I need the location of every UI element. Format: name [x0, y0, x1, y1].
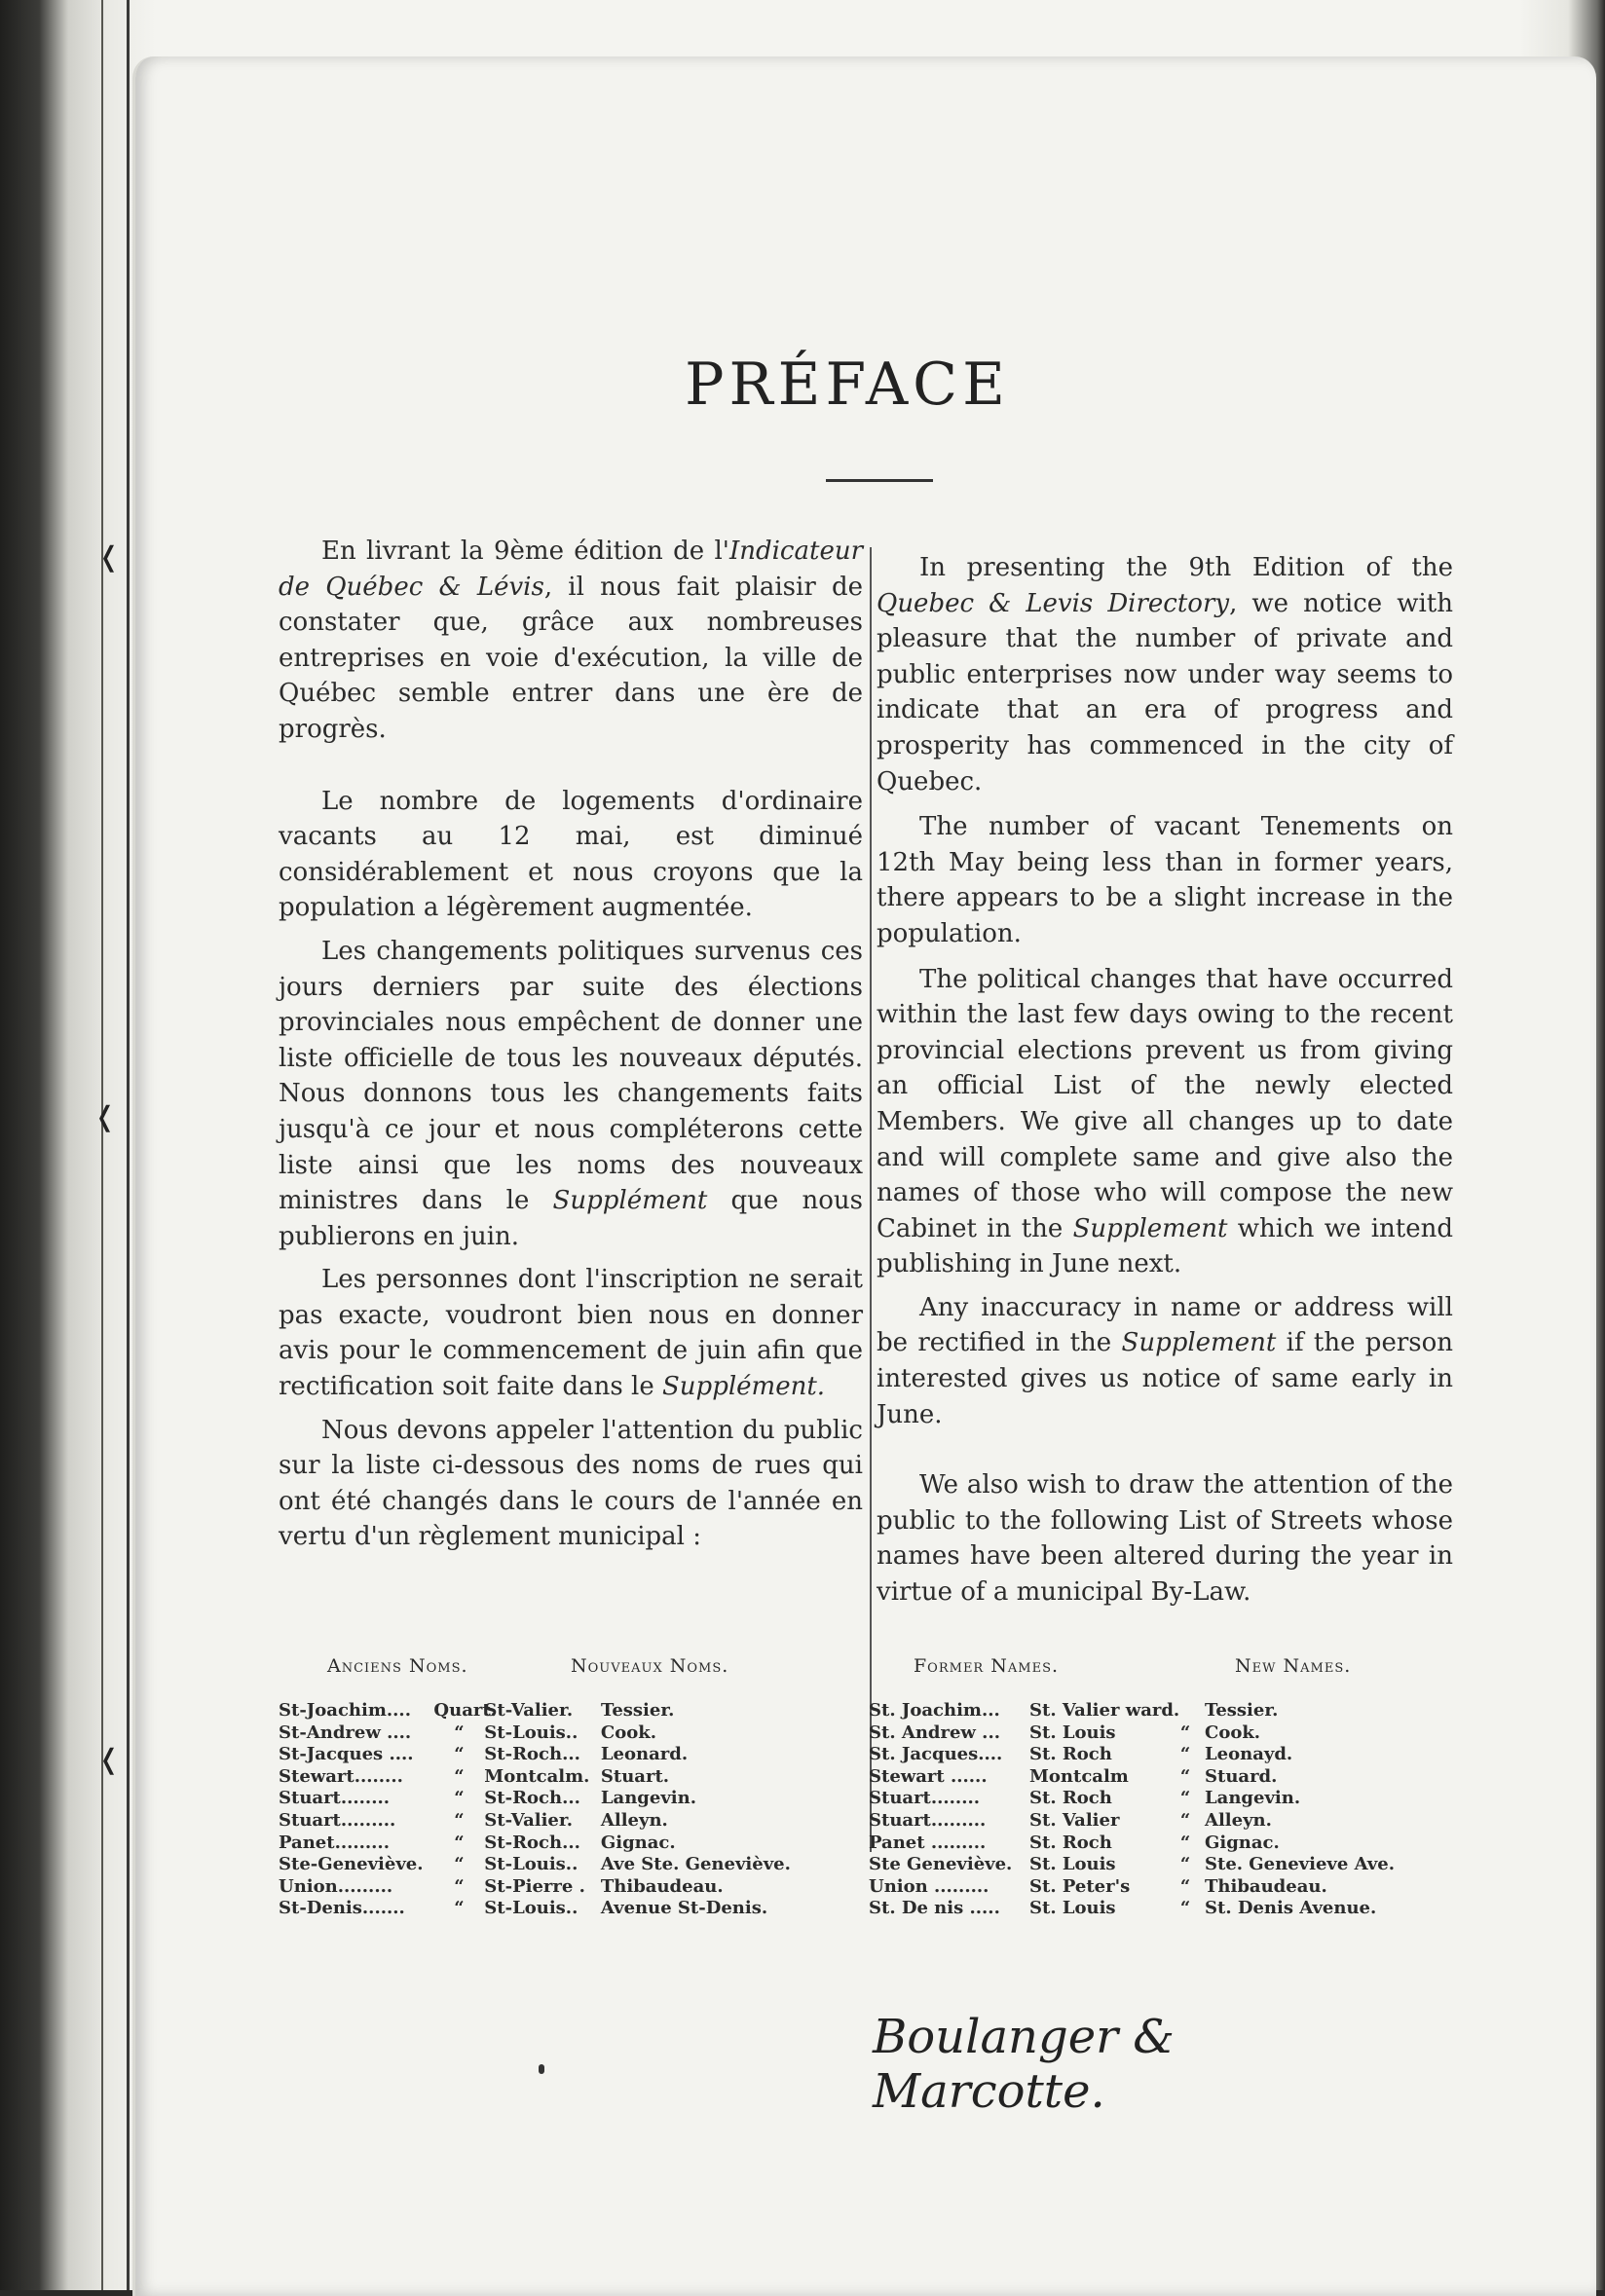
english-paragraph-3: The political changes that have occurred within the last few days owing to the recent provincial elections prevent us from giving an official List of the newly elected Members. We give all changes up to date and will complete same and give also the names of those who will compose the new Cabinet in the Supplement which we intend publishing in June next. [877, 964, 1453, 1279]
french-paragraph-2: Le nombre de logements d'ordinaire vacants au 12 mai, est diminué considérablement et nous croyons que la population a légèrement augmentée. [279, 786, 863, 923]
street-cell-old: St. Jacques.... [869, 1744, 1003, 1765]
street-cell-new-ward: St-Valier. [484, 1700, 574, 1721]
ink-speck [539, 2064, 544, 2074]
table-row [279, 1744, 863, 1766]
street-cell-new-name: Langevin. [1205, 1788, 1301, 1809]
street-cell-ditto: “ [1179, 1832, 1191, 1853]
street-cell-ward: St. Louis [1029, 1722, 1116, 1743]
street-cell-old: Ste Geneviève. [869, 1854, 1013, 1875]
table-row [279, 1722, 863, 1745]
header-old-names: Anciens Noms. [327, 1655, 468, 1677]
street-cell-old: Stuart......... [279, 1809, 396, 1831]
table-row [279, 1766, 863, 1789]
street-cell-old: Union ......... [869, 1875, 989, 1897]
street-cell-ward: “ [454, 1809, 465, 1831]
street-cell-old: Union......... [279, 1875, 393, 1897]
english-paragraph-4: Any inaccuracy in name or address will be rectified in the Supplement if the person interested gives us notice of same early in June. [877, 1292, 1454, 1429]
street-cell-ditto: “ [1179, 1854, 1191, 1875]
english-paragraph-1: In presenting the 9th Edition of the Quebec & Levis Directory, we notice with pleasure that the number of private and public enterprises now under way seems to indicate that an era of progress and prosperity has commenced in the city of Quebec. [877, 553, 1453, 796]
street-cell-ditto: “ [1179, 1765, 1191, 1787]
street-cell-new-name: Alleyn. [600, 1809, 668, 1831]
table-row [279, 1810, 863, 1833]
binding-edge [127, 0, 130, 2290]
page-title: PRÉFACE [685, 351, 1010, 419]
street-cell-ward: St. Valier [1029, 1809, 1120, 1831]
english-paragraph-2: The number of vacant Tenements on 12th May being less than in former years, there appears to be a slight increase in the population. [877, 812, 1453, 948]
street-cell-old: Ste-Geneviève. [279, 1854, 424, 1875]
table-row [279, 1788, 863, 1810]
title-rule [826, 479, 933, 482]
street-cell-old: St-Jacques .... [279, 1744, 414, 1765]
french-street-table [279, 1655, 863, 1920]
french-paragraph-4: Les personnes dont l'inscription ne serait pas exacte, voudront bien nous en donner avis pour le commencement de juin afin que rectification soit faite dans le Supplément. [279, 1265, 863, 1402]
street-cell-ditto: “ [1179, 1809, 1191, 1831]
street-cell-ward: “ [454, 1788, 465, 1809]
street-cell-new-name: Alleyn. [1205, 1809, 1272, 1831]
street-cell-new-name: Cook. [600, 1722, 656, 1743]
street-cell-ward: “ [454, 1898, 465, 1919]
street-cell-new-name: Thibaudeau. [600, 1875, 724, 1897]
table-row [869, 1833, 1463, 1855]
table-row [869, 1744, 1463, 1766]
street-cell-ditto: “ [1179, 1875, 1191, 1897]
street-cell-ward: “ [454, 1722, 465, 1743]
street-cell-ward: St. Roch [1029, 1832, 1112, 1853]
header-new-names: Nouveaux Noms. [571, 1655, 729, 1677]
table-row [869, 1722, 1463, 1745]
street-cell-ditto [1166, 1700, 1205, 1722]
street-cell-old: Stuart........ [869, 1788, 980, 1809]
street-cell-new-name: Tessier. [600, 1700, 675, 1721]
table-row [869, 1898, 1463, 1920]
street-cell-ditto: “ [1179, 1744, 1191, 1765]
street-cell-new-name: Leonard. [600, 1744, 689, 1765]
table-row [279, 1700, 863, 1722]
street-cell-ditto: “ [1179, 1788, 1191, 1809]
street-cell-ward: “ [454, 1765, 465, 1787]
street-cell-new-ward: St-Louis.. [484, 1898, 579, 1919]
street-cell-new-ward: St-Roch... [484, 1832, 580, 1853]
street-cell-new-name: Stuard. [1205, 1765, 1278, 1787]
binding-edge [101, 0, 103, 2290]
street-cell-new-name: Tessier. [1205, 1700, 1279, 1721]
table-row [869, 1788, 1463, 1810]
street-cell-ward: St. Peter's [1029, 1875, 1131, 1897]
binding-stitch-mark: ❬ [97, 1743, 121, 1775]
table-row [869, 1876, 1463, 1899]
french-street-table-header [279, 1655, 863, 1677]
street-cell-ward: “ [454, 1854, 465, 1875]
table-row [279, 1833, 863, 1855]
street-cell-ward: St. Roch [1029, 1788, 1112, 1809]
street-cell-ditto: “ [1179, 1898, 1191, 1919]
street-cell-ward: “ [454, 1744, 465, 1765]
street-cell-new-name: Ave Ste. Geneviève. [600, 1854, 791, 1875]
street-cell-ward: Quart. [433, 1700, 497, 1721]
street-cell-new-ward: St-Pierre . [484, 1875, 585, 1897]
street-cell-new-name: Thibaudeau. [1205, 1875, 1327, 1897]
street-cell-old: Panet ......... [869, 1832, 987, 1853]
table-row [279, 1898, 863, 1920]
english-paragraph-5: We also wish to draw the attention of the public to the following List of Streets whose names have been altered during the year in virtue of a municipal By-Law. [877, 1470, 1453, 1608]
french-paragraph-5: Nous devons appeler l'attention du public sur la liste ci-dessous des noms de rues qui ont été changés dans le cours de l'année en vertu d'un règlement municipal : [279, 1415, 863, 1552]
table-row [279, 1876, 863, 1899]
table-row [869, 1854, 1463, 1876]
street-cell-old: Stuart......... [869, 1809, 987, 1831]
header-new-names: New Names. [1235, 1655, 1352, 1677]
street-cell-new-ward: St-Roch... [484, 1744, 580, 1765]
street-cell-old: St-Denis....... [279, 1898, 405, 1919]
table-row [869, 1810, 1463, 1833]
street-cell-old: St-Andrew .... [279, 1722, 412, 1743]
street-cell-ward: St. Valier ward. [1029, 1700, 1180, 1721]
street-cell-new-name: Stuart. [600, 1765, 670, 1787]
street-cell-new-name: Avenue St-Denis. [600, 1898, 768, 1919]
street-cell-new-name: Leonayd. [1205, 1744, 1293, 1765]
english-street-table-header [869, 1655, 1463, 1677]
street-cell-new-name: Gignac. [600, 1832, 676, 1853]
french-column [279, 534, 863, 1555]
french-paragraph-1: En livrant la 9ème édition de l'Indicateur de Québec & Lévis, il nous fait plaisir de constater que, grâce aux nombreuses entreprises en voie d'exécution, la ville de Québec semble entrer dans une ère de progrès. [279, 537, 863, 744]
binding-stitch-mark: ❬ [97, 540, 121, 573]
street-cell-ward: St. Louis [1029, 1898, 1116, 1919]
street-cell-ward: Montcalm [1029, 1765, 1129, 1787]
table-row [869, 1700, 1463, 1722]
street-cell-ward: “ [454, 1875, 465, 1897]
street-cell-new-name: Ste. Genevieve Ave. [1205, 1854, 1396, 1875]
street-cell-new-name: Gignac. [1205, 1832, 1280, 1853]
table-row [869, 1766, 1463, 1789]
english-column [877, 550, 1453, 1611]
street-cell-old: Stewart ...... [869, 1765, 988, 1787]
street-cell-ward: “ [454, 1832, 465, 1853]
street-cell-old: St. De nis ..... [869, 1898, 1000, 1919]
street-cell-new-ward: Montcalm. [484, 1765, 590, 1787]
street-cell-new-ward: St-Valier. [484, 1809, 573, 1831]
street-cell-old: St. Andrew ... [869, 1722, 1000, 1743]
street-cell-ward: St. Louis [1029, 1854, 1116, 1875]
binding-stitch-mark: ❬ [93, 1100, 117, 1132]
english-street-table [869, 1655, 1463, 1920]
street-cell-old: St. Joachim... [869, 1700, 1000, 1721]
street-cell-new-name: St. Denis Avenue. [1205, 1898, 1377, 1919]
street-cell-ward: St. Roch [1029, 1744, 1112, 1765]
street-cell-old: Stuart........ [279, 1788, 390, 1809]
street-cell-new-name: Langevin. [600, 1788, 696, 1809]
street-cell-old: St-Joachim.... [279, 1700, 411, 1721]
street-cell-new-ward: St-Louis.. [484, 1722, 579, 1743]
street-cell-old: Stewart........ [279, 1765, 403, 1787]
street-cell-new-name: Cook. [1205, 1722, 1261, 1743]
french-paragraph-3: Les changements politiques survenus ces jours derniers par suite des élections provinciales nous empêchent de donner une liste officielle de tous les nouveaux députés. Nous donnons tous les changements faits jusqu'à ce jour et nous compléterons cette liste ainsi que les noms des nouveaux ministres dans le Supplément que nous publierons en juin. [279, 936, 863, 1251]
header-former-names: Former Names. [914, 1655, 1060, 1677]
street-cell-new-ward: St-Roch... [484, 1788, 580, 1809]
table-row [279, 1854, 863, 1876]
street-cell-ditto: “ [1179, 1722, 1191, 1743]
street-cell-new-ward: St-Louis.. [484, 1854, 579, 1875]
publisher-signature: Boulanger & Marcotte. [873, 2010, 1176, 2119]
street-cell-old: Panet......... [279, 1832, 390, 1853]
